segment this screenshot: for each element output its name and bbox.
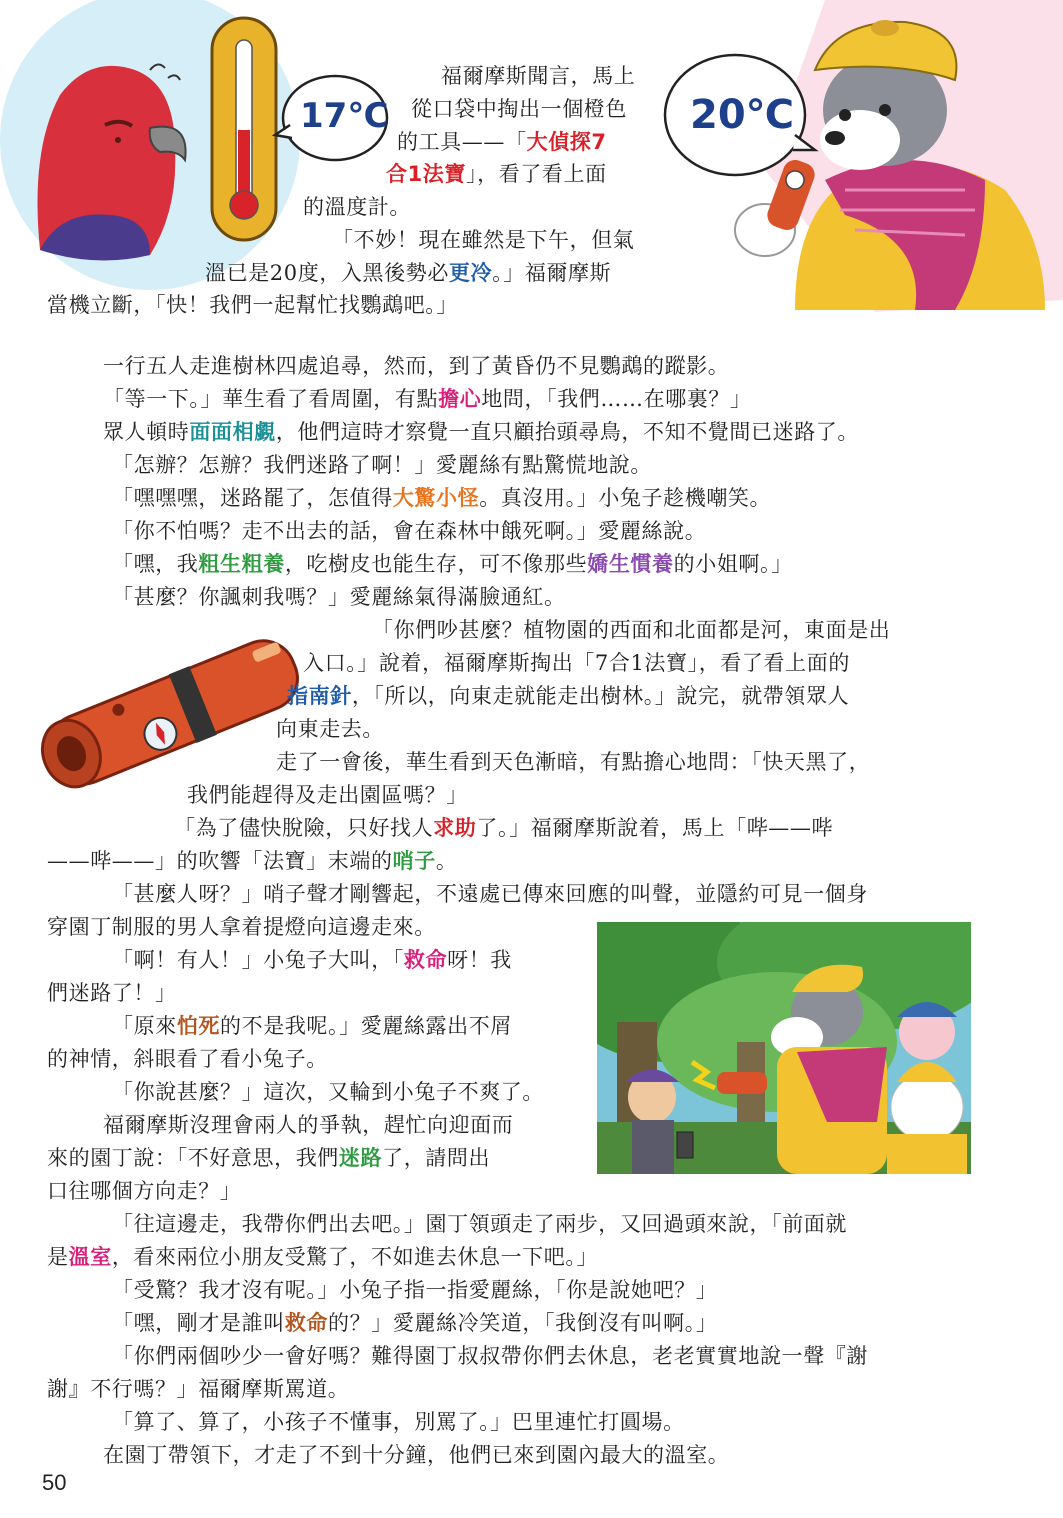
body-p10-a: 走了一會後，華生看到天色漸暗，有點擔心地問：「快天黑了， [276, 750, 871, 774]
seven-in-one-tool-illustration [20, 610, 310, 800]
body-p13-b: 們迷路了！」 [47, 981, 177, 1005]
body-p2-c: 地問，「我們……在哪裏？」 [481, 387, 752, 411]
top-line-4 [386, 160, 607, 188]
body-p11-a [174, 814, 833, 842]
body-p14-b: 的神情，斜眼看了看小兔子。 [47, 1047, 328, 1071]
top-line-3 [397, 128, 607, 156]
body-p20-b: 謝』不行嗎？」福爾摩斯罵道。 [47, 1377, 350, 1401]
body-p7-a: 「嘿，我 [112, 552, 199, 576]
body-p7 [112, 550, 793, 578]
top-line-3-text: 的工具——「 [397, 130, 527, 154]
body-p21: 「算了、算了，小孩子不懂事，別罵了。」巴里連忙打圓場。 [112, 1410, 685, 1434]
keyword-pampered: 嬌生慣養 [587, 552, 674, 576]
body-p17-b [47, 1243, 598, 1271]
body-p11-b [47, 847, 457, 875]
keyword-7in1-tool: 合1法寶 [386, 162, 467, 186]
keyword-help-1: 救命 [403, 948, 448, 972]
body-p9-d: 向東走去。 [276, 717, 384, 741]
body-p7-c: ，吃樹皮也能生存，可不像那些 [284, 552, 588, 576]
body-p8: 「甚麼？你諷刺我嗎？」愛麗絲氣得滿臉通紅。 [112, 585, 566, 609]
body-p12-a: 「甚麼人呀？」哨子聲才剛響起，不遠處已傳來回應的叫聲，並隱約可見一個身 [112, 882, 868, 906]
keyword-detective-7: 大偵探7 [526, 130, 607, 154]
thermometer-reading: 17℃ [300, 96, 389, 136]
top-line-7-text-a: 溫已是20度，入黑後勢必 [205, 261, 449, 285]
top-line-7 [205, 259, 611, 287]
body-p16-a: 福爾摩斯沒理會兩人的爭執，趕忙向迎面而 [103, 1113, 514, 1137]
keyword-lost: 迷路 [338, 1146, 383, 1170]
top-line-2: 從口袋中掏出一個橙色 [411, 97, 627, 121]
page-number: 50 [42, 1470, 67, 1495]
body-p17-b-1: 是 [47, 1245, 69, 1269]
body-p15: 「你說甚麼？」這次，又輪到小兔子不爽了。 [112, 1080, 544, 1104]
body-p19-a: 「嘿，剛才是誰叫 [112, 1311, 285, 1335]
keyword-colder: 更冷 [448, 261, 493, 285]
body-p9-a: 「你們吵甚麼？植物園的西面和北面都是河，東面是出 [372, 618, 891, 642]
body-p14-a-3: 的不是我呢。」愛麗絲露出不屑 [220, 1014, 512, 1038]
body-p12-b: 穿園丁制服的男人拿着提燈向這邊走來。 [47, 915, 436, 939]
keyword-greenhouse: 溫室 [68, 1245, 112, 1269]
body-p20-a: 「你們兩個吵少一會好嗎？難得園丁叔叔帶你們去休息，老老實實地說一聲『謝 [112, 1344, 868, 1368]
body-p2 [103, 385, 752, 413]
keyword-whistle: 哨子 [392, 849, 436, 873]
keyword-compass: 指南針 [287, 684, 352, 708]
body-p13-a-3: 呀！我 [447, 948, 512, 972]
body-p13-a-1: 「啊！有人！」小兔子大叫，「 [112, 948, 404, 972]
body-p16-b [47, 1144, 490, 1172]
body-p16-b-3: 了，請問出 [382, 1146, 491, 1170]
body-p2-a: 「等一下。」華生看了看周圍，有點 [103, 387, 439, 411]
body-p6: 「你不怕嗎？走不出去的話，會在森林中餓死啊。」愛麗絲說。 [112, 519, 707, 543]
body-p19 [112, 1309, 717, 1337]
top-line-1: 福爾摩斯聞言，馬上 [441, 64, 636, 88]
body-p3-c: ，他們這時才察覺一直只顧抬頭尋鳥，不知不覺間已迷路了。 [275, 420, 860, 444]
keyword-make-fuss: 大驚小怪 [392, 486, 480, 510]
body-p17-b-3: ，看來兩位小朋友受驚了，不如進去休息一下吧。」 [111, 1245, 599, 1269]
keyword-seek-help: 求助 [433, 816, 477, 840]
body-p3 [103, 418, 859, 446]
body-p22: 在園丁帶領下，才走了不到十分鐘，他們已來到園內最大的溫室。 [103, 1443, 730, 1467]
body-p7-e: 的小姐啊。」 [673, 552, 793, 576]
body-p11-a-1: 「為了儘快脫險，只好找人 [174, 816, 434, 840]
body-p9-b: 入口。」說着，福爾摩斯掏出「7合1法寶」，看了看上面的 [303, 651, 850, 675]
top-line-5: 的溫度計。 [303, 195, 411, 219]
body-p17-a: 「往這邊走，我帶你們出去吧。」園丁領頭走了兩步，又回過頭來說，「前面就 [112, 1212, 847, 1236]
body-p10-b: 我們能趕得及走出園區嗎？」 [187, 783, 468, 807]
body-p11-a-3: 了。」福爾摩斯說着，馬上「哔——哔 [476, 816, 834, 840]
body-p5-a: 「嘿嘿嘿，迷路罷了，怎值得 [112, 486, 393, 510]
body-p5-c: 。真沒用。」小兔子趁機嘲笑。 [479, 486, 772, 510]
forest-scene-illustration [597, 922, 971, 1174]
body-p14-a [112, 1012, 512, 1040]
detective-illustration [645, 0, 1063, 315]
body-p1: 一行五人走進樹林四處追尋，然而，到了黃昏仍不見鸚鵡的蹤影。 [103, 354, 730, 378]
body-p18: 「受驚？我才沒有呢。」小兔子指一指愛麗絲，「你是說她吧？」 [112, 1278, 718, 1302]
keyword-rough-upbringing: 粗生粗養 [198, 552, 285, 576]
body-p16-c: 口往哪個方向走？」 [47, 1179, 242, 1203]
body-p9-c-text: ，「所以，向東走就能走出樹林。」說完，就帶領眾人 [351, 684, 850, 708]
body-p3-a: 眾人頓時 [103, 420, 190, 444]
keyword-face-each-other: 面面相覷 [189, 420, 276, 444]
body-p5 [112, 484, 771, 512]
body-p4: 「怎辦？怎辦？我們迷路了啊！」愛麗絲有點驚慌地說。 [112, 453, 652, 477]
body-p16-b-1: 來的園丁說：「不好意思，我們 [47, 1146, 339, 1170]
body-p19-c: 的？」愛麗絲冷笑道，「我倒沒有叫啊。」 [328, 1311, 718, 1335]
body-p11-b-3: 。 [435, 849, 458, 873]
body-p14-a-1: 「原來 [112, 1014, 177, 1038]
top-line-8: 當機立斷，「快！我們一起幫忙找鸚鵡吧。」 [47, 293, 458, 317]
body-p13-a [112, 946, 512, 974]
keyword-help-2: 救命 [284, 1311, 329, 1335]
body-p11-b-1: ——哔——」的吹響「法寶」末端的 [47, 849, 393, 873]
keyword-worried: 擔心 [438, 387, 482, 411]
top-line-4-text: 」，看了看上面 [466, 162, 607, 186]
detective-bubble-text: 20℃ [690, 92, 795, 138]
top-line-7-text-c: 。」福爾摩斯 [492, 261, 612, 285]
keyword-afraid-to-die: 怕死 [176, 1014, 221, 1038]
top-line-6: 「不妙！現在雖然是下午，但氣 [332, 228, 635, 252]
body-p9-c [287, 682, 849, 710]
